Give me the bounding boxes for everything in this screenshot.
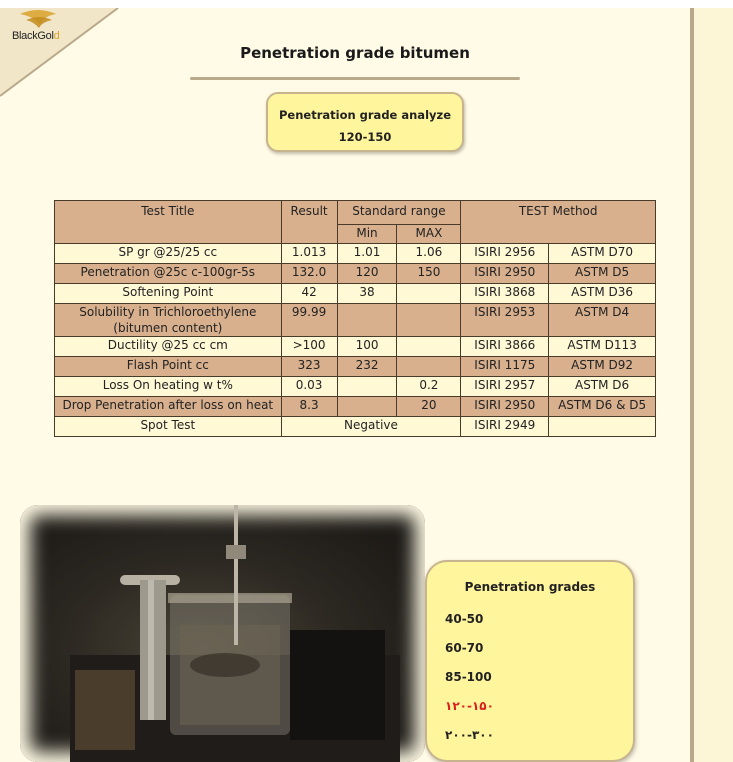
cell-result: 1.013	[281, 244, 337, 264]
cell-max: 150	[397, 264, 461, 284]
cell-min: 232	[337, 357, 397, 377]
cell-result: 42	[281, 284, 337, 304]
header-min: Min	[337, 225, 397, 244]
company-logo	[0, 8, 120, 98]
cell-max: 20	[397, 397, 461, 417]
cell-test-title: Flash Point cc	[55, 357, 282, 377]
cell-isiri: ISIRI 2950	[461, 397, 549, 417]
table-row	[55, 284, 656, 304]
header-result: Result	[281, 201, 337, 244]
cell-isiri: ISIRI 2950	[461, 264, 549, 284]
cell-min	[337, 304, 397, 337]
table-row	[55, 397, 656, 417]
cell-max	[397, 337, 461, 357]
cell-min: 120	[337, 264, 397, 284]
cell-result: 0.03	[281, 377, 337, 397]
penetrometer-illustration	[20, 505, 425, 762]
grade-item: 85-100	[445, 670, 492, 684]
cell-isiri: ISIRI 2957	[461, 377, 549, 397]
grade-item: 40-50	[445, 612, 484, 626]
table-row	[55, 304, 656, 337]
cell-isiri: ISIRI 3868	[461, 284, 549, 304]
cell-astm: ASTM D113	[549, 337, 656, 357]
cell-min: 1.01	[337, 244, 397, 264]
logo-text	[12, 30, 59, 42]
table-row	[55, 417, 656, 437]
table-row	[55, 377, 656, 397]
grade-item: ۲۰۰-۳۰۰	[445, 728, 494, 742]
cell-isiri: ISIRI 2949	[461, 417, 549, 437]
table-row	[55, 337, 656, 357]
cell-result: 323	[281, 357, 337, 377]
cell-test-title: Ductility @25 cc cm	[55, 337, 282, 357]
cell-test-title: SP gr @25/25 cc	[55, 244, 282, 264]
cell-test-title: Softening Point	[55, 284, 282, 304]
header-standard-range: Standard range	[337, 201, 461, 225]
cell-isiri: ISIRI 2956	[461, 244, 549, 264]
cell-max: 0.2	[397, 377, 461, 397]
header-test-title: Test Title	[55, 201, 282, 244]
cell-test-title: Solubility in Trichloroethylene (bitumen content)	[55, 304, 282, 337]
cell-isiri: ISIRI 2953	[461, 304, 549, 337]
cell-test-title: Penetration @25c c-100gr-5s	[55, 264, 282, 284]
cell-astm: ASTM D5	[549, 264, 656, 284]
cell-result: 99.99	[281, 304, 337, 337]
grades-callout	[425, 560, 635, 762]
logo-text-main: BlackGol	[12, 30, 54, 42]
cell-test-title: Loss On heating w t%	[55, 377, 282, 397]
cell-max: 1.06	[397, 244, 461, 264]
cell-isiri: ISIRI 3866	[461, 337, 549, 357]
cell-astm: ASTM D4	[549, 304, 656, 337]
table-row	[55, 244, 656, 264]
grades-title: Penetration grades	[464, 580, 596, 594]
cell-max	[397, 284, 461, 304]
table-row	[55, 264, 656, 284]
cell-max	[397, 357, 461, 377]
cell-test-title: Drop Penetration after loss on heat	[55, 397, 282, 417]
analyze-callout	[266, 92, 464, 152]
cell-result: Negative	[281, 417, 461, 437]
analyze-callout-label: Penetration grade analyze	[278, 108, 451, 122]
specification-table	[54, 200, 656, 437]
cell-test-title: Spot Test	[55, 417, 282, 437]
cell-astm: ASTM D6	[549, 377, 656, 397]
cell-max	[397, 304, 461, 337]
cell-min	[337, 397, 397, 417]
cell-result: 132.0	[281, 264, 337, 284]
grade-item: 60-70	[445, 641, 484, 655]
cell-astm: ASTM D92	[549, 357, 656, 377]
cell-result: 8.3	[281, 397, 337, 417]
page-margin	[690, 8, 733, 762]
title-divider	[190, 77, 520, 80]
cell-isiri: ISIRI 1175	[461, 357, 549, 377]
cell-min	[337, 377, 397, 397]
page-title: Penetration grade bitumen	[240, 44, 470, 62]
cell-astm: ASTM D36	[549, 284, 656, 304]
header-test-method: TEST Method	[461, 201, 656, 244]
logo-text-accent: d	[53, 30, 60, 42]
header-max: MAX	[397, 225, 461, 244]
cell-astm: ASTM D70	[549, 244, 656, 264]
analyze-callout-grade: 120-150	[338, 130, 392, 144]
penetrometer-photo	[20, 505, 425, 762]
cell-result: >100	[281, 337, 337, 357]
cell-astm: ASTM D6 & D5	[549, 397, 656, 417]
cell-astm	[549, 417, 656, 437]
table-row	[55, 357, 656, 377]
cell-min: 100	[337, 337, 397, 357]
cell-min: 38	[337, 284, 397, 304]
grade-item-highlighted: ۱۲۰-۱۵۰	[445, 699, 494, 713]
